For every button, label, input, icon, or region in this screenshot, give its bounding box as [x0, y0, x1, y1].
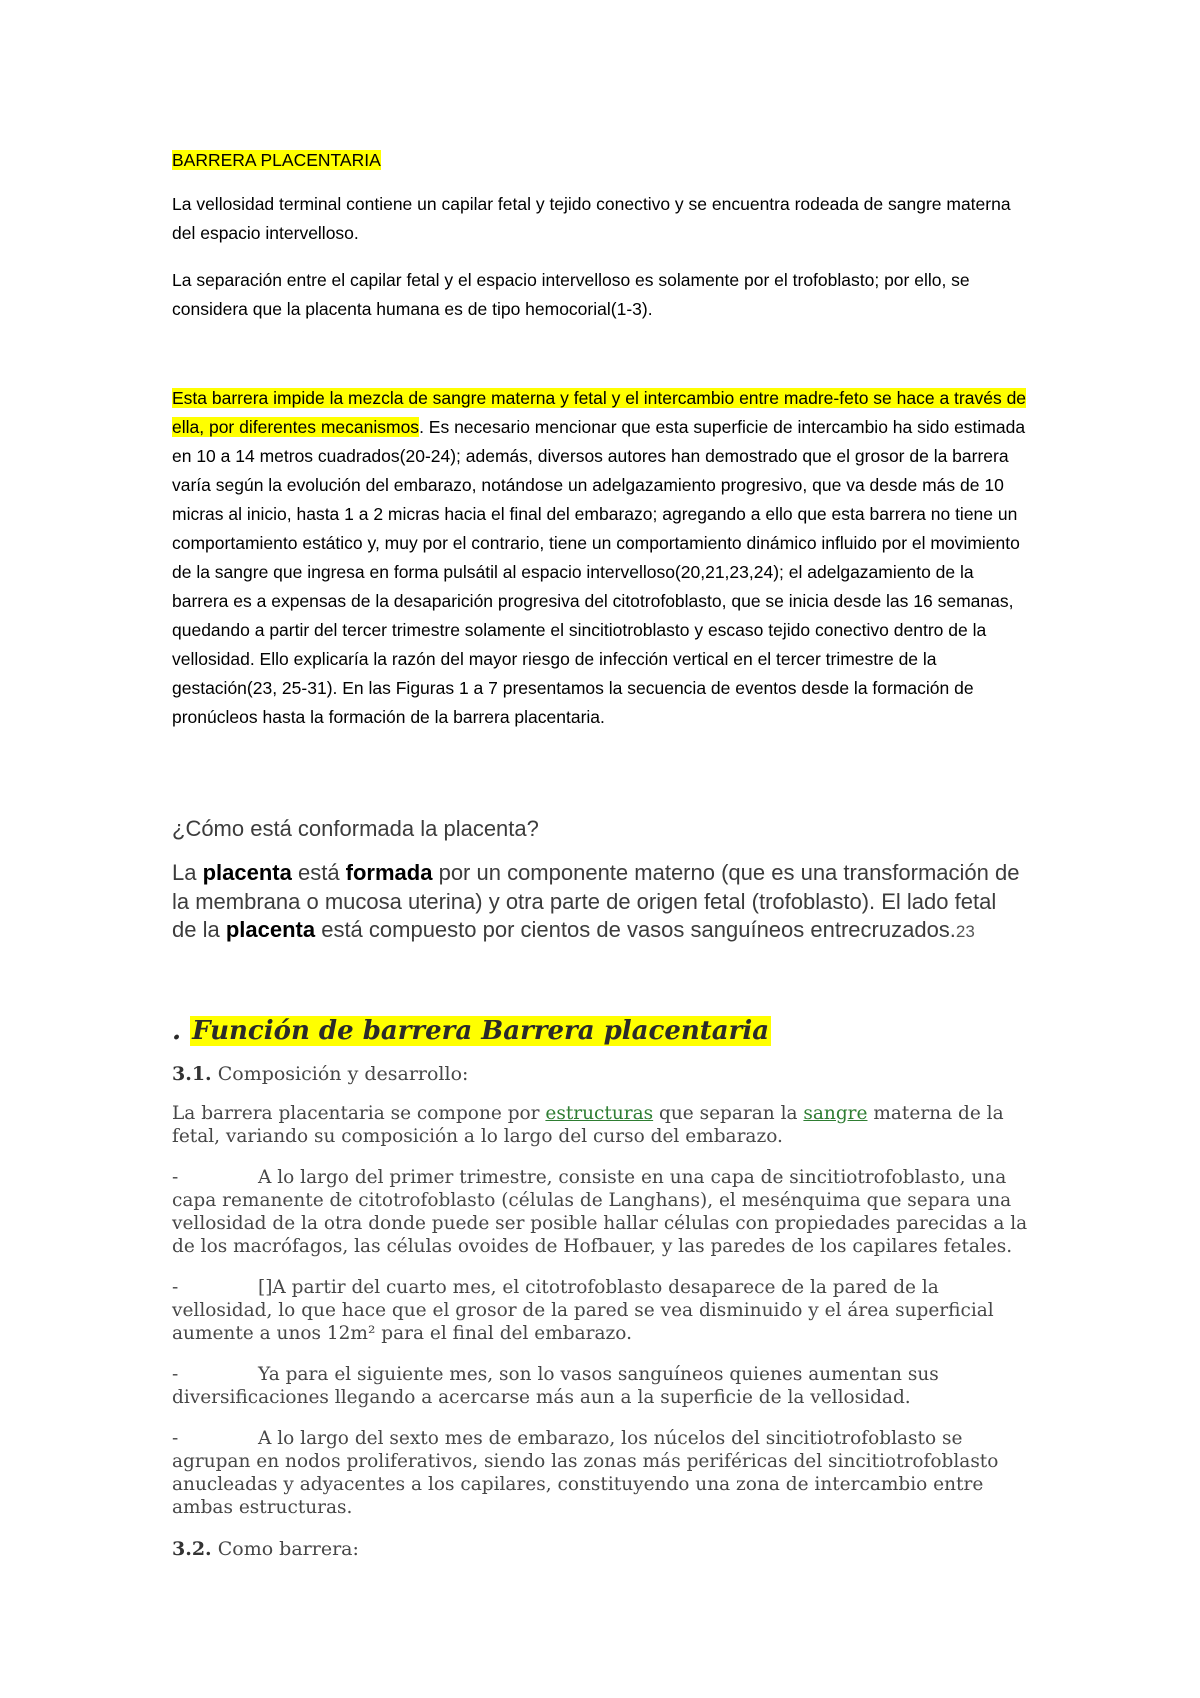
title-text: BARRERA PLACENTARIA: [172, 150, 381, 170]
section-title: Función de barrera Barrera placentaria: [192, 1016, 770, 1046]
composition-text: La barrera placentaria se compone por: [172, 1103, 546, 1124]
bullet-text: A lo largo del primer trimestre, consiste en una capa de sincitiotrofoblasto, una capa remanente de citotrofoblasto (células de Langhans), el mesénquima que separa una vellosidad de la otra donde puede ser posible hallar células con propiedades parecidas a la de los macrófagos, las células ovoides de Hofbauer, y las paredes de los capilares fetales.: [172, 1167, 1028, 1257]
subsection-label: Como barrera:: [211, 1538, 359, 1560]
bullet-text: []A partir del cuarto mes, el citotrofoblasto desaparece de la pared de la vellosidad, lo que hace que el grosor de la pared se vea disminuido y el área superficial aumente a unos 12m² para el final del embarazo.: [172, 1277, 994, 1344]
bullet-dash: -: [172, 1428, 179, 1449]
bullet-dash: -: [172, 1277, 179, 1298]
section-heading: [172, 1013, 1032, 1049]
bullet-text: Ya para el siguiente mes, son lo vasos sanguíneos quienes aumentan sus diversificaciones llegando a acercarse más aun a la superficie de la vellosidad.: [172, 1364, 939, 1408]
answer-paragraph: [172, 859, 1022, 947]
highlighted-sentence: Esta barrera impide la mezcla de sangre materna y fetal y el intercambio entre madre-feto se hace a través de ella, por diferentes mecanismos: [172, 388, 1027, 437]
bullet-dash: -: [172, 1167, 179, 1188]
intro-paragraph-2: La separación entre el capilar fetal y el espacio intervelloso es solamente por el trofoblasto; por ello, se considera que la placenta humana es de tipo hemocorial(1-3).: [172, 270, 970, 319]
subsection-number: 3.2.: [172, 1538, 212, 1560]
answer-reference: 23: [955, 922, 975, 941]
bullet-dash: -: [172, 1364, 179, 1385]
answer-text: está compuesto por cientos de vasos sanguíneos entrecruzados.: [315, 917, 956, 942]
bullet-item: [172, 1276, 1032, 1345]
body-text: . Es necesario mencionar que esta superficie de intercambio ha sido estimada en 10 a 14 metros cuadrados(20-24); además, diversos autores han demostrado que el grosor de la barrera varía según la evolución del embarazo, notándose un adelgazamiento progresivo, que va desde más de 10 micras al inicio, hasta 1 a 2 micras hacia el final del embarazo; agregando a ello que esta barrera no tiene un comportamiento estático y, muy por el contrario, tiene un comportamiento dinámico influido por el movimiento de la sangre que ingresa en forma pulsátil al espacio intervelloso(20,21,23,24); el adelgazamiento de la barrera es a expensas de la desaparición progresiva del citotrofoblasto, que se inicia desde las 16 semanas, quedando a partir del tercer trimestre solamente el sincitiotroblasto y escaso tejido conectivo dentro de la vellosidad. Ello explicaría la razón del mayor riesgo de infección vertical en el tercer trimestre de la gestación(23, 25-31). En las Figuras 1 a 7 presentamos la secuencia de eventos desde la formación de pronúcleos hasta la formación de la barrera placentaria.: [172, 417, 1026, 727]
bullet-item: [172, 1363, 1032, 1409]
answer-bold: placenta: [202, 860, 292, 885]
bullet-item: [172, 1166, 1032, 1258]
estructuras-link[interactable]: estructuras: [545, 1103, 654, 1124]
answer-text: está: [291, 860, 346, 885]
composition-text: que separan la: [653, 1103, 804, 1124]
bullet-text: A lo largo del sexto mes de embarazo, los núcelos del sincitiotrofoblasto se agrupan en nodos proliferativos, siendo las zonas más periféricas del sincitiotrofoblasto anucleadas y adyacentes a los capilares, constituyendo una zona de intercambio entre ambas estructuras.: [172, 1428, 999, 1518]
subsection-label: Composición y desarrollo:: [211, 1063, 469, 1085]
answer-text: por un componente materno (que es una transformación de la membrana o mucosa uterina) y otra parte de origen fetal (trofoblasto). El lado fetal de la: [172, 860, 1020, 942]
composition-text: materna de la fetal, variando su composición a lo largo del curso del embarazo.: [172, 1103, 1004, 1147]
body-paragraph: [172, 384, 1032, 732]
question-heading: ¿Cómo está conformada la placenta?: [172, 816, 539, 841]
subsection-number: 3.1.: [172, 1063, 212, 1085]
answer-bold: placenta: [225, 917, 316, 942]
section-prefix: .: [172, 1016, 191, 1046]
composition-paragraph: [172, 1102, 1032, 1148]
document-title: [172, 146, 1032, 175]
intro-paragraph-1: La vellosidad terminal contiene un capilar fetal y tejido conectivo y se encuentra rodeada de sangre materna del espacio intervelloso.: [172, 194, 1011, 243]
subsection-heading-3-1: [172, 1063, 1032, 1086]
bullet-item: [172, 1427, 1032, 1519]
subsection-heading-3-2: [172, 1538, 1032, 1561]
answer-text: La: [172, 860, 203, 885]
sangre-link[interactable]: sangre: [803, 1103, 868, 1124]
answer-bold: formada: [345, 860, 433, 885]
